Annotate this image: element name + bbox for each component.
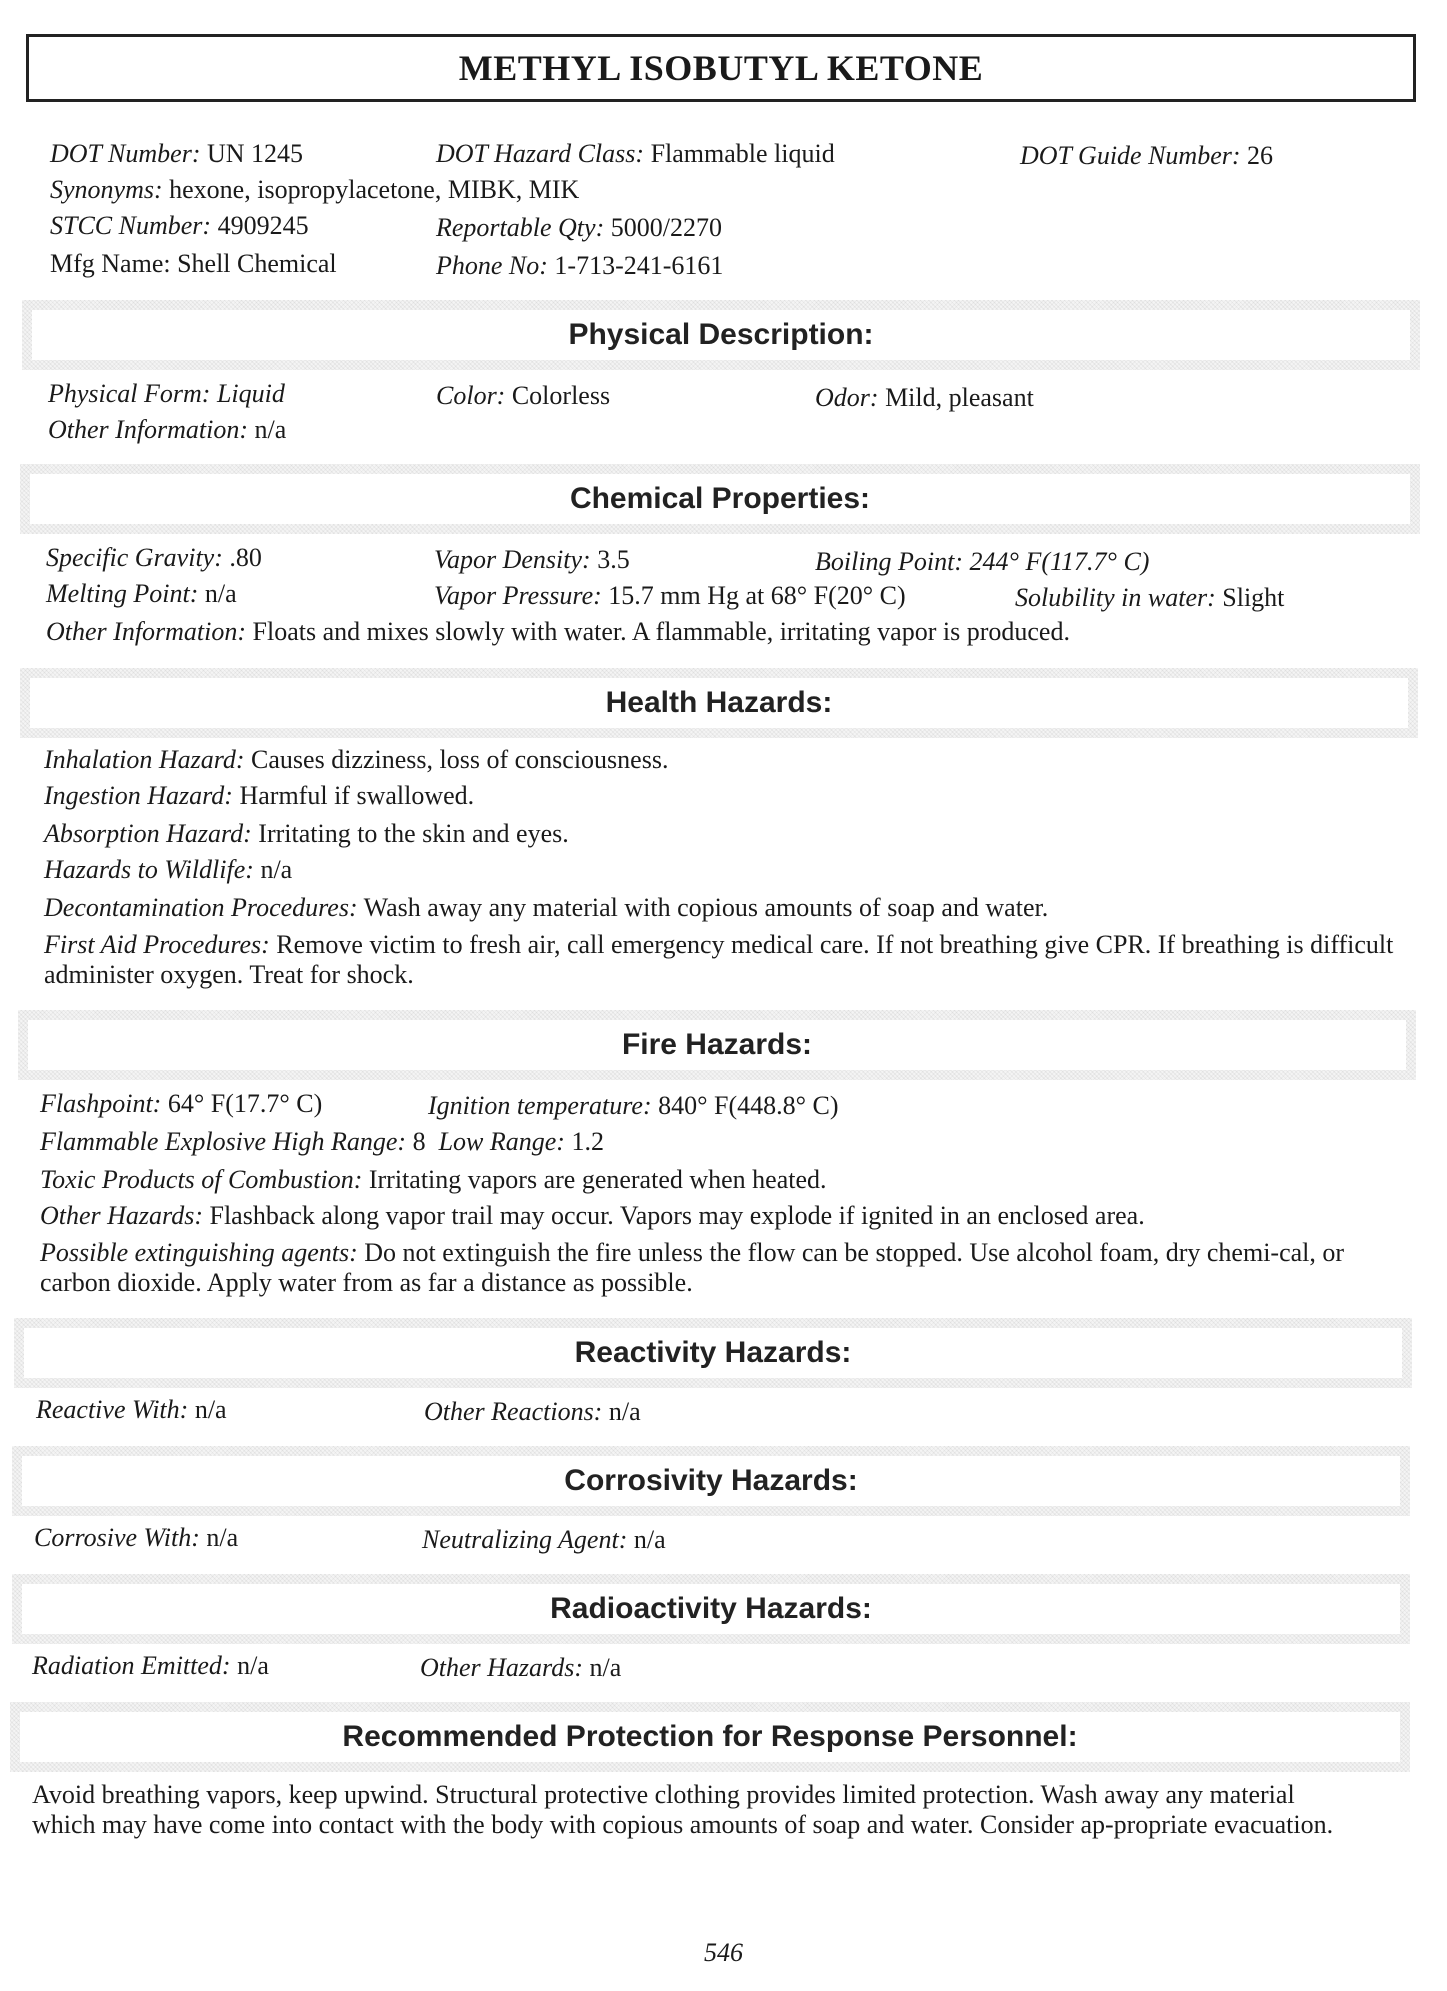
chemical-other-information: Other Information: Floats and mixes slowly with water. A flammable, irritating vapor is produced. xyxy=(46,617,1070,646)
neutralizing-agent: Neutralizing Agent: n/a xyxy=(422,1525,666,1554)
inhalation-hazard: Inhalation Hazard: Causes dizziness, loss of consciousness. xyxy=(44,745,669,774)
possible-extinguishing-agents: Possible extinguishing agents: Do not extinguish the fire unless the flow can be stopped. Use alcohol foam, dry chemi-cal, or carbon dioxide. Apply water from as far a distance as possible. xyxy=(40,1238,1345,1297)
physical-form: Physical Form: Liquid xyxy=(48,379,285,408)
melting-point: Melting Point: n/a xyxy=(46,579,237,608)
protection-text: Avoid breathing vapors, keep upwind. Structural protective clothing provides limited protection. Wash away any material which may have come into contact with the body with copious amounts of soap and water. Consider ap-propriate evacuation. xyxy=(32,1780,1334,1839)
physical-other-information: Other Information: n/a xyxy=(48,415,287,444)
other-reactions: Other Reactions: n/a xyxy=(424,1397,641,1426)
color: Color: Colorless xyxy=(436,381,611,410)
radioactivity-other-hazards: Other Hazards: n/a xyxy=(420,1653,622,1682)
hazards-to-wildlife: Hazards to Wildlife: n/a xyxy=(44,855,293,884)
page-number: 546 xyxy=(704,1938,743,1967)
reactive-with: Reactive With: n/a xyxy=(36,1395,227,1424)
ingestion-hazard: Ingestion Hazard: Harmful if swallowed. xyxy=(44,781,475,810)
toxic-products-of-combustion: Toxic Products of Combustion: Irritating vapors are generated when heated. xyxy=(40,1165,827,1194)
flammable-explosive-range: Flammable Explosive High Range: 8 Low Range: 1.2 xyxy=(40,1127,604,1156)
section-header-reactivity: Reactivity Hazards: xyxy=(14,1318,1412,1388)
mfg-name: Mfg Name: Shell Chemical xyxy=(50,249,337,278)
solubility-in-water: Solubility in water: Slight xyxy=(1015,583,1285,612)
radiation-emitted: Radiation Emitted: n/a xyxy=(32,1651,269,1680)
dot-number: DOT Number: UN 1245 xyxy=(50,139,304,168)
phone-number: Phone No: 1-713-241-6161 xyxy=(436,251,724,280)
fire-other-hazards: Other Hazards: Flashback along vapor trail may occur. Vapors may explode if ignited in an enclosed area. xyxy=(40,1201,1145,1230)
absorption-hazard: Absorption Hazard: Irritating to the skin and eyes. xyxy=(44,819,569,848)
first-aid-procedures: First Aid Procedures: Remove victim to fresh air, call emergency medical care. If not breathing give CPR. If breathing is difficult administer oxygen. Treat for shock. xyxy=(44,930,1394,989)
vapor-pressure: Vapor Pressure: 15.7 mm Hg at 68° F(20° C) xyxy=(434,581,906,610)
section-header-chemical: Chemical Properties: xyxy=(20,464,1420,534)
section-header-protection: Recommended Protection for Response Personnel: xyxy=(10,1702,1410,1772)
section-header-health: Health Hazards: xyxy=(20,668,1418,738)
reportable-qty: Reportable Qty: 5000/2270 xyxy=(436,213,722,242)
section-header-radioactivity: Radioactivity Hazards: xyxy=(12,1574,1410,1644)
odor: Odor: Mild, pleasant xyxy=(815,383,1034,412)
vapor-density: Vapor Density: 3.5 xyxy=(434,545,630,574)
boiling-point: Boiling Point: 244° F(117.7° C) xyxy=(815,547,1150,576)
page-title: METHYL ISOBUTYL KETONE xyxy=(26,34,1416,102)
stcc-number: STCC Number: 4909245 xyxy=(50,211,309,240)
synonyms: Synonyms: hexone, isopropylacetone, MIBK, MIK xyxy=(50,175,580,204)
ignition-temperature: Ignition temperature: 840° F(448.8° C) xyxy=(428,1091,839,1120)
dot-guide-number: DOT Guide Number: 26 xyxy=(1020,141,1274,170)
flashpoint: Flashpoint: 64° F(17.7° C) xyxy=(40,1089,323,1118)
dot-hazard-class: DOT Hazard Class: Flammable liquid xyxy=(436,139,835,168)
decontamination-procedures: Decontamination Procedures: Wash away any material with copious amounts of soap and water. xyxy=(44,893,1049,922)
corrosive-with: Corrosive With: n/a xyxy=(34,1523,239,1552)
section-header-corrosivity: Corrosivity Hazards: xyxy=(12,1446,1410,1516)
section-header-fire: Fire Hazards: xyxy=(18,1010,1416,1080)
section-header-physical: Physical Description: xyxy=(22,300,1420,370)
specific-gravity: Specific Gravity: .80 xyxy=(46,543,262,572)
